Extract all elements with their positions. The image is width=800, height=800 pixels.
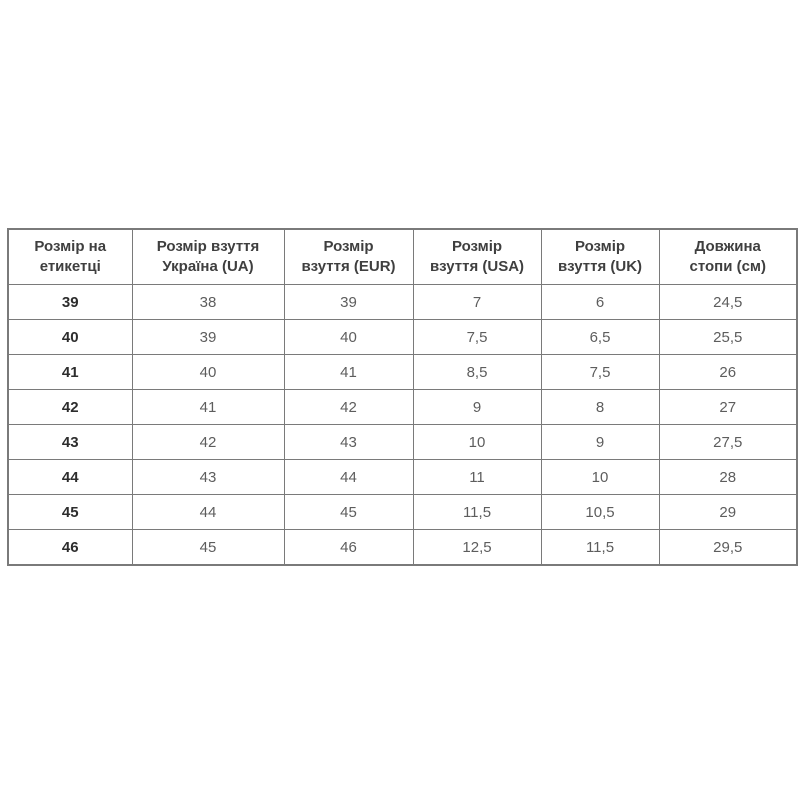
row-label-cell: 41 <box>8 355 132 390</box>
table-row <box>8 320 797 355</box>
header-line: Довжина <box>694 238 761 255</box>
cell-foot-length: 28 <box>659 460 797 495</box>
cell-ua: 41 <box>132 390 284 425</box>
shoe-size-conversion-table <box>7 228 798 566</box>
cell-uk: 8 <box>541 390 659 425</box>
cell-foot-length: 27 <box>659 390 797 425</box>
table-row <box>8 495 797 530</box>
cell-eur: 41 <box>284 355 413 390</box>
header-line: Україна (UA) <box>162 258 254 275</box>
cell-usa: 8,5 <box>413 355 541 390</box>
cell-eur: 39 <box>284 285 413 320</box>
header-line: Розмір взуття <box>156 238 260 255</box>
header-line: стопи (см) <box>689 258 767 275</box>
cell-uk: 6,5 <box>541 320 659 355</box>
cell-foot-length: 29,5 <box>659 530 797 566</box>
header-line: етикетці <box>39 258 101 275</box>
header-line: взуття (UK) <box>557 258 643 275</box>
header-cell-ua <box>132 229 284 285</box>
cell-foot-length: 26 <box>659 355 797 390</box>
cell-usa: 11,5 <box>413 495 541 530</box>
cell-eur: 43 <box>284 425 413 460</box>
table-row <box>8 390 797 425</box>
cell-usa: 9 <box>413 390 541 425</box>
cell-uk: 7,5 <box>541 355 659 390</box>
table-row <box>8 355 797 390</box>
cell-foot-length: 24,5 <box>659 285 797 320</box>
cell-usa: 10 <box>413 425 541 460</box>
cell-ua: 40 <box>132 355 284 390</box>
cell-uk: 6 <box>541 285 659 320</box>
row-label-cell: 45 <box>8 495 132 530</box>
cell-ua: 39 <box>132 320 284 355</box>
cell-foot-length: 25,5 <box>659 320 797 355</box>
header-cell-usa <box>413 229 541 285</box>
table-row <box>8 460 797 495</box>
header-cell-foot-length <box>659 229 797 285</box>
cell-usa: 7 <box>413 285 541 320</box>
header-line: Розмір <box>451 238 503 255</box>
header-line: Розмір на <box>34 238 107 255</box>
header-line: Розмір <box>323 238 374 255</box>
row-label-cell: 39 <box>8 285 132 320</box>
header-line: Розмір <box>574 238 626 255</box>
cell-eur: 42 <box>284 390 413 425</box>
header-line: взуття (USA) <box>429 258 525 275</box>
cell-usa: 11 <box>413 460 541 495</box>
header-cell-eur <box>284 229 413 285</box>
table-row <box>8 285 797 320</box>
cell-usa: 7,5 <box>413 320 541 355</box>
cell-foot-length: 29 <box>659 495 797 530</box>
cell-eur: 45 <box>284 495 413 530</box>
cell-foot-length: 27,5 <box>659 425 797 460</box>
row-label-cell: 46 <box>8 530 132 566</box>
row-label-cell: 43 <box>8 425 132 460</box>
cell-uk: 10,5 <box>541 495 659 530</box>
cell-uk: 9 <box>541 425 659 460</box>
header-cell-label <box>8 229 132 285</box>
cell-ua: 43 <box>132 460 284 495</box>
cell-uk: 11,5 <box>541 530 659 566</box>
size-table-header-row <box>8 229 797 285</box>
row-label-cell: 40 <box>8 320 132 355</box>
cell-ua: 42 <box>132 425 284 460</box>
cell-ua: 45 <box>132 530 284 566</box>
cell-eur: 40 <box>284 320 413 355</box>
cell-usa: 12,5 <box>413 530 541 566</box>
table-row <box>8 425 797 460</box>
cell-eur: 46 <box>284 530 413 566</box>
row-label-cell: 44 <box>8 460 132 495</box>
row-label-cell: 42 <box>8 390 132 425</box>
table-row <box>8 530 797 566</box>
cell-ua: 38 <box>132 285 284 320</box>
header-cell-uk <box>541 229 659 285</box>
cell-uk: 10 <box>541 460 659 495</box>
cell-ua: 44 <box>132 495 284 530</box>
cell-eur: 44 <box>284 460 413 495</box>
header-line: взуття (EUR) <box>301 258 396 275</box>
